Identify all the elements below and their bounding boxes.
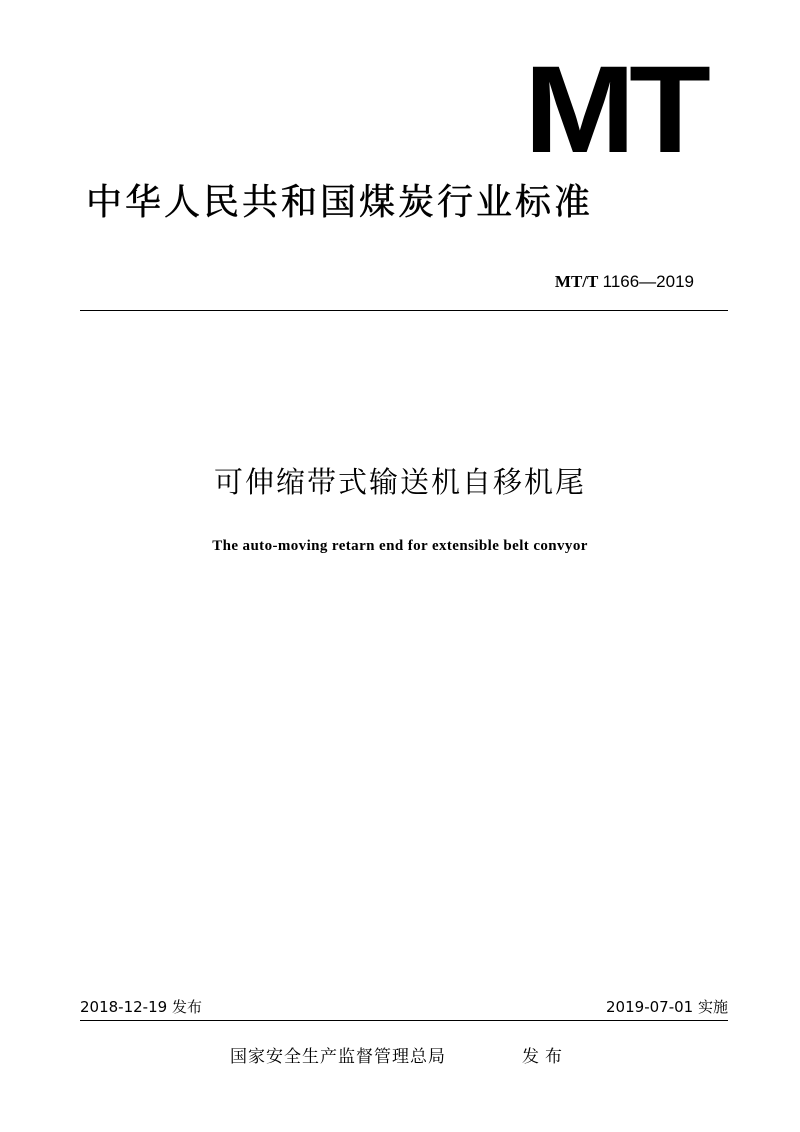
effective-date-line bbox=[606, 997, 728, 1017]
issuing-action: 发布 bbox=[522, 1047, 568, 1067]
document-title-chinese: 可伸缩带式输送机自移机尾 bbox=[213, 465, 586, 499]
standard-number bbox=[555, 272, 694, 292]
standard-number-value: 1166—2019 bbox=[602, 272, 694, 291]
standard-code: MT/T bbox=[554, 272, 599, 291]
issuing-authority: 国家安全生产监督管理总局 bbox=[230, 1047, 446, 1067]
document-title-english: The auto-moving retarn end for extensible belt convyor bbox=[212, 538, 588, 554]
publish-label: 发布 bbox=[171, 998, 202, 1016]
bottom-divider bbox=[80, 1020, 728, 1021]
top-divider bbox=[80, 310, 728, 311]
publish-date-line bbox=[80, 997, 202, 1017]
mt-logo: MT bbox=[524, 41, 705, 179]
effective-label: 实施 bbox=[697, 998, 728, 1016]
effective-date: 2019-07-01 bbox=[606, 998, 694, 1016]
publish-date: 2018-12-19 bbox=[80, 998, 168, 1016]
standard-category-title: 中华人民共和国煤炭行业标准 bbox=[86, 182, 594, 223]
